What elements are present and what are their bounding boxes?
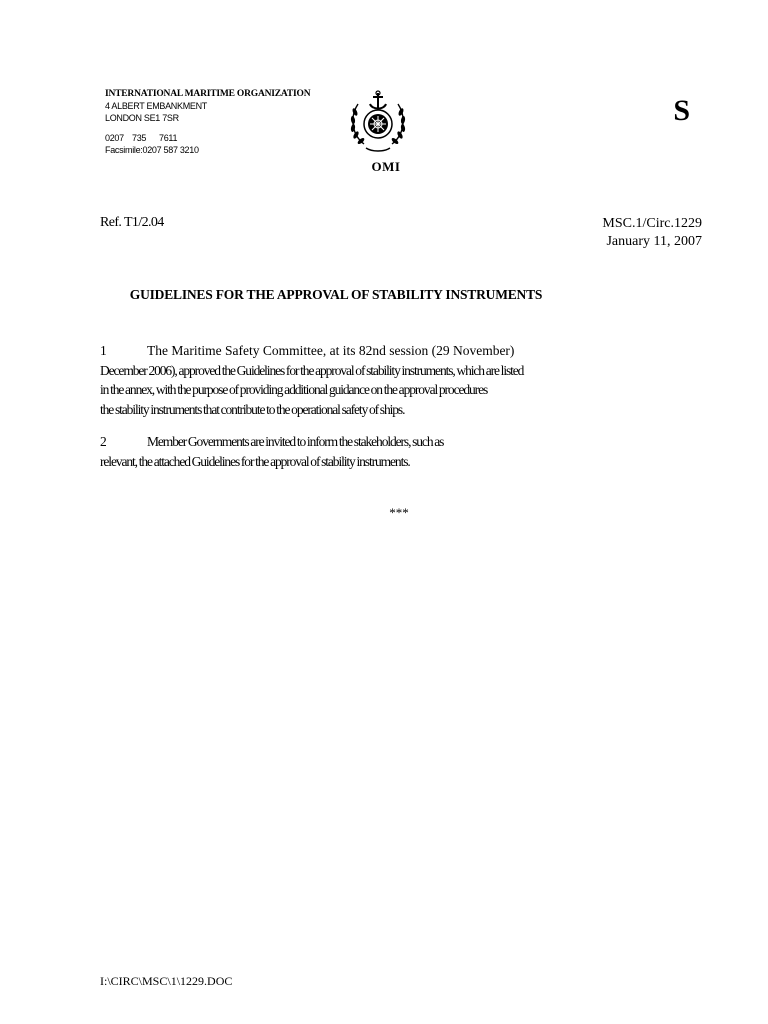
fax-number bbox=[105, 144, 310, 156]
paragraph-1 bbox=[100, 341, 560, 419]
paragraph-2 bbox=[100, 432, 560, 471]
organization-header bbox=[105, 88, 310, 156]
fax-label: Facsimile: bbox=[105, 145, 143, 155]
language-code: S bbox=[673, 94, 690, 127]
phone-part-2: 735 bbox=[132, 133, 147, 143]
paragraph-line: in the annex, with the purpose of providing additional guidance on the approval procedures bbox=[100, 382, 488, 397]
phone-part-1: 0207 bbox=[105, 133, 124, 143]
paragraph-line: the stability instruments that contribute to the operational safety of ships. bbox=[100, 401, 405, 417]
section-separator: *** bbox=[389, 505, 409, 520]
paragraph-line: The Maritime Safety Committee, at its 82nd session (29 November) bbox=[147, 343, 515, 358]
fax-value: 0207 587 3210 bbox=[142, 145, 199, 155]
address-line-1: 4 ALBERT EMBANKMENT bbox=[105, 101, 208, 111]
imo-emblem-icon bbox=[348, 90, 408, 156]
paragraph-line: Member Governments are invited to inform the stakeholders, such as bbox=[147, 434, 444, 449]
phone-part-3: 7611 bbox=[159, 133, 178, 143]
circular-info bbox=[602, 215, 702, 251]
logo-caption: OMI bbox=[371, 159, 401, 174]
organization-name: INTERNATIONAL MARITIME ORGANIZATION bbox=[105, 89, 311, 99]
paragraph-line: December 2006), approved the Guidelines for the approval of stability instruments, which are listed bbox=[100, 362, 524, 378]
paragraph-number: 1 bbox=[100, 343, 107, 358]
circular-date: January 11, 2007 bbox=[606, 234, 702, 249]
phone-number bbox=[105, 132, 310, 144]
file-path-footer: I:\CIRC\MSC\1\1229.DOC bbox=[100, 974, 233, 988]
reference-number: Ref. T1/2.04 bbox=[100, 215, 164, 230]
paragraph-number: 2 bbox=[100, 434, 107, 449]
circular-number: MSC.1/Circ.1229 bbox=[602, 216, 702, 231]
paragraph-line: relevant, the attached Guidelines for the approval of stability instruments. bbox=[100, 453, 410, 469]
address-line-2: LONDON SE1 7SR bbox=[105, 113, 179, 123]
document-title: GUIDELINES FOR THE APPROVAL OF STABILITY INSTRUMENTS bbox=[129, 287, 543, 302]
